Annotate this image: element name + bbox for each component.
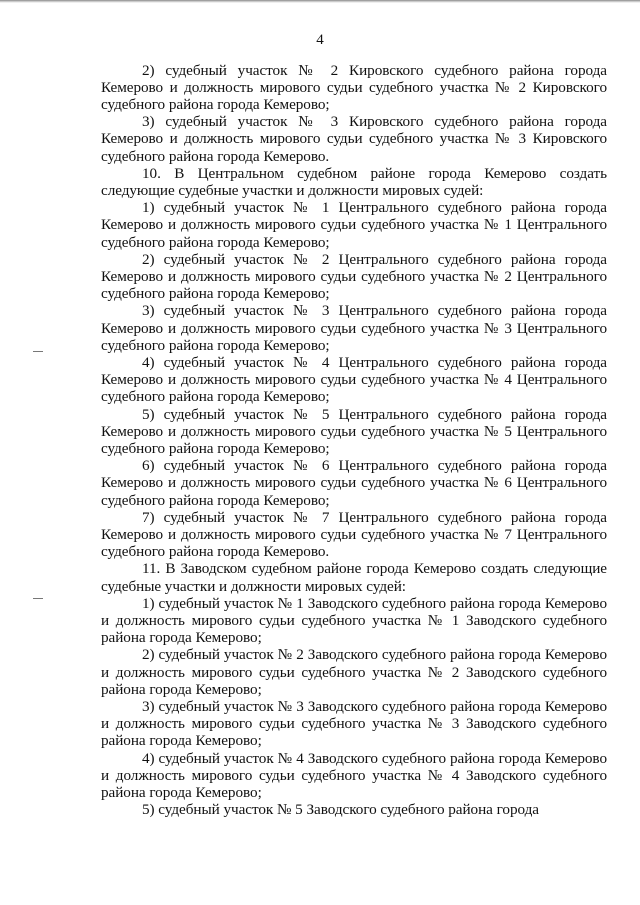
- paragraph: 7) судебный участок № 7 Центрального судебного района города Кемерово и должность мирового судьи судебного участка № 7 Центрального судебного района города Кемерово.: [101, 508, 607, 561]
- section-heading-paragraph: 11. В Заводском судебном районе города Кемерово создать следующие судебные участки и должности мировых судей:: [101, 560, 607, 595]
- paragraph: 5) судебный участок № 5 Центрального судебного района города Кемерово и должность мирового судьи судебного участка № 5 Центрального судебного района города Кемерово;: [101, 405, 607, 457]
- paragraph: 2) судебный участок № 2 Центрального судебного района города Кемерово и должность мирового судьи судебного участка № 2 Центрального судебного района города Кемерово;: [101, 250, 607, 303]
- scan-top-edge: [0, 0, 640, 3]
- paragraph: 3) судебный участок № 3 Заводского судебного района города Кемерово и должность мирового судьи судебного участка № 3 Заводского судебного района города Кемерово;: [101, 698, 607, 750]
- paragraph: 3) судебный участок № 3 Кировского судебного района города Кемерово и должность мирового судьи судебного участка № 3 Кировского судебного района города Кемерово.: [101, 113, 607, 165]
- paragraph: 2) судебный участок № 2 Кировского судебного района города Кемерово и должность мирового судьи судебного участка № 2 Кировского судебного района города Кемерово;: [101, 61, 607, 113]
- paragraph: 2) судебный участок № 2 Заводского судебного района города Кемерово и должность мирового судьи судебного участка № 2 Заводского судебного района города Кемерово;: [101, 646, 607, 698]
- section-heading-paragraph: 10. В Центральном судебном районе города Кемерово создать следующие судебные участки и должности мировых судей:: [101, 164, 607, 199]
- scan-artifact-mark: [33, 598, 43, 599]
- paragraph: 1) судебный участок № 1 Центрального судебного района города Кемерово и должность мирового судьи судебного участка № 1 Центрального судебного района города Кемерово;: [101, 199, 607, 251]
- scan-artifact-mark: [33, 351, 43, 352]
- paragraph: 6) судебный участок № 6 Центрального судебного района города Кемерово и должность мирового судьи судебного участка № 6 Центрального судебного района города Кемерово;: [101, 457, 607, 509]
- paragraph: 4) судебный участок № 4 Заводского судебного района города Кемерово и должность мирового судьи судебного участка № 4 Заводского судебного района города Кемерово;: [101, 749, 607, 802]
- page-number: 4: [316, 32, 324, 48]
- paragraph: 3) судебный участок № 3 Центрального судебного района города Кемерово и должность мирового судьи судебного участка № 3 Центрального судебного района города Кемерово;: [101, 302, 607, 354]
- paragraph: 1) судебный участок № 1 Заводского судебного района города Кемерово и должность мирового судьи судебного участка № 1 Заводского судебного района города Кемерово;: [101, 594, 607, 647]
- paragraph: 4) судебный участок № 4 Центрального судебного района города Кемерово и должность мирового судьи судебного участка № 4 Центрального судебного района города Кемерово;: [101, 353, 607, 406]
- document-body: [101, 62, 607, 819]
- paragraph: 5) судебный участок № 5 Заводского судебного района города: [142, 801, 539, 819]
